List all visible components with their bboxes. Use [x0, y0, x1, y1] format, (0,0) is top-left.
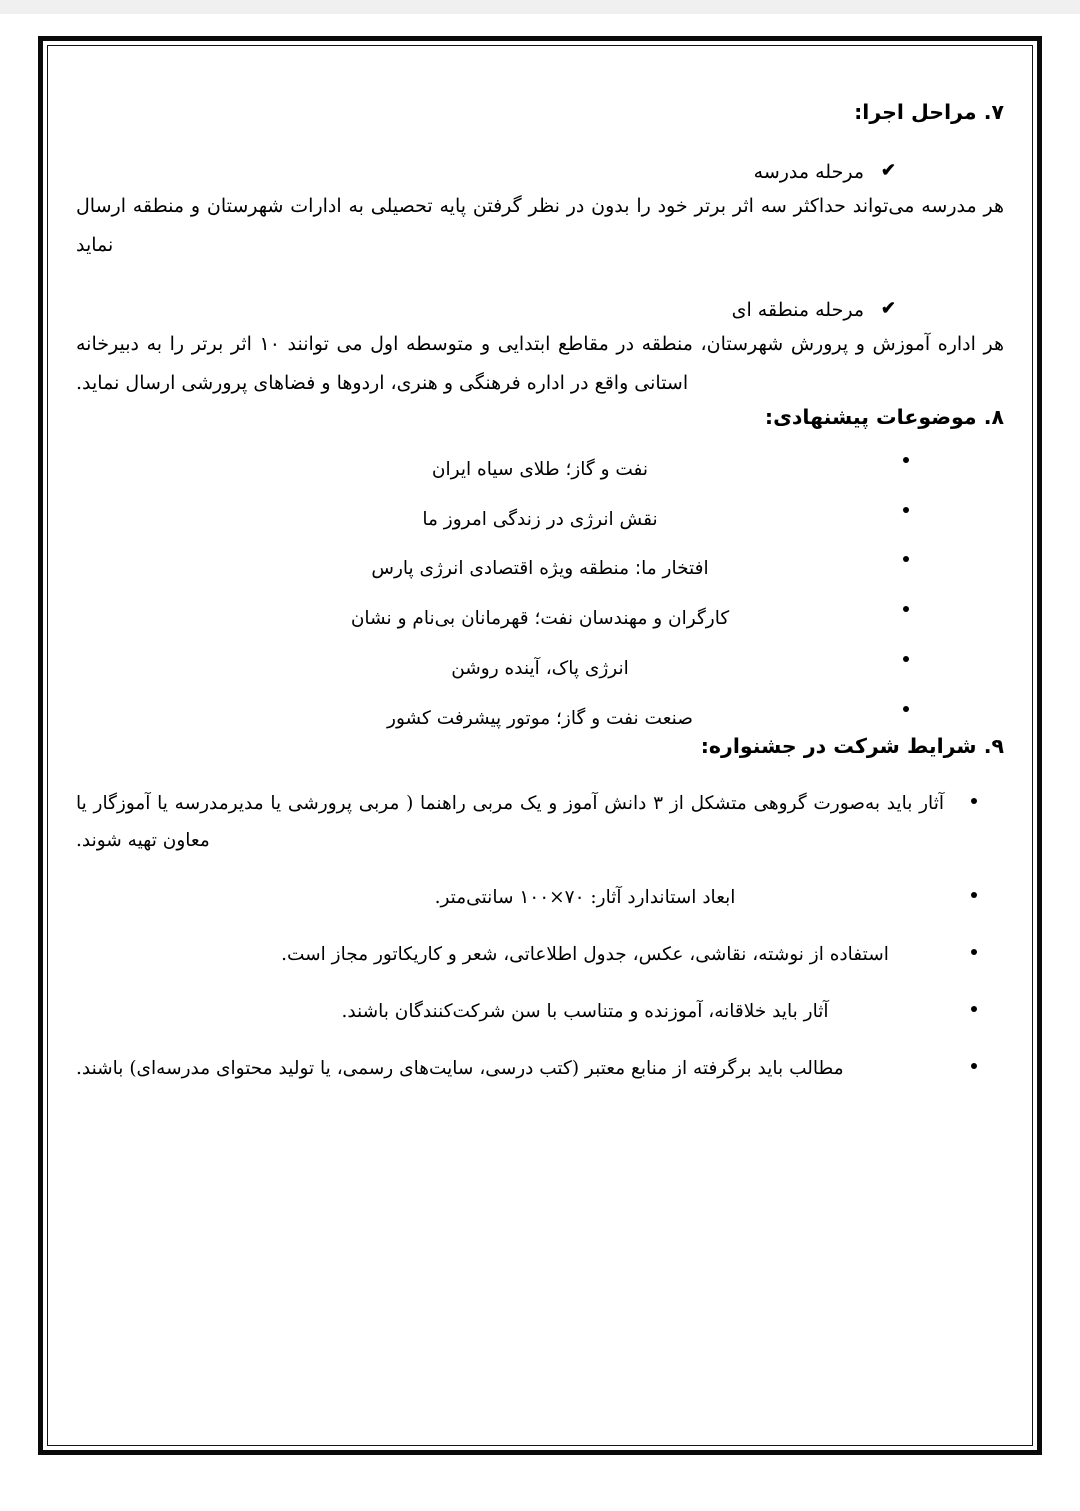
topic-text: افتخار ما: منطقه ویژه اقتصادی انرژی پارس: [371, 558, 709, 580]
list-item: [76, 555, 1004, 583]
list-item: [76, 936, 1004, 973]
page-border-frame-outer: [38, 36, 1042, 1455]
list-item: [76, 456, 1004, 484]
bullet-dot-icon: [971, 949, 977, 955]
document-content: [76, 98, 1004, 1087]
stage-description-regional: هر اداره آموزش و پرورش شهرستان، منطقه در مقاطع ابتدایی و متوسطه اول می توانند ۱۰ اثر برتر را به دبیرخانه استانی واقع در اداره فرهنگی و هنری، اردوها و فضاهای پرورشی ارسال نماید.: [76, 333, 1004, 395]
condition-text: ابعاد استاندارد آثار: ۷۰×۱۰۰ سانتی‌متر.: [434, 887, 736, 909]
page-top-margin-strip: [0, 0, 1080, 14]
list-item: [76, 506, 1004, 534]
bullet-dot-icon: [903, 606, 909, 612]
suggested-topics-list: [76, 456, 1004, 733]
bullet-dot-icon: [903, 556, 909, 562]
list-item: [76, 785, 1004, 859]
list-item: [76, 879, 1004, 916]
topic-text: انرژی پاک، آینده روشن: [451, 657, 629, 679]
participation-conditions-list: [76, 785, 1004, 1087]
topic-text: صنعت نفت و گاز؛ موتور پیشرفت کشور: [387, 707, 693, 729]
list-item: [76, 705, 1004, 733]
bullet-dot-icon: [971, 1006, 977, 1012]
stage-label: مرحله منطقه ای: [731, 298, 864, 321]
bullet-dot-icon: [971, 798, 977, 804]
page-border-frame-inner: [47, 45, 1033, 1446]
list-item: [76, 157, 1004, 187]
list-item: [76, 295, 1004, 325]
bullet-dot-icon: [903, 656, 909, 662]
implementation-stage-list-regional: [76, 295, 1004, 325]
bullet-dot-icon: [903, 507, 909, 513]
bullet-dot-icon: [903, 706, 909, 712]
topic-text: کارگران و مهندسان نفت؛ قهرمانان بی‌نام و نشان: [350, 608, 730, 630]
topic-text: نفت و گاز؛ طلای سیاه ایران: [431, 458, 649, 480]
list-item: [76, 1050, 1004, 1087]
check-icon: ✔: [880, 297, 896, 319]
implementation-stage-list: [76, 157, 1004, 187]
condition-text: آثار باید خلاقانه، آموزنده و متناسب با سن شرکت‌کنندگان باشند.: [341, 1001, 829, 1023]
condition-text: مطالب باید برگرفته از منابع معتبر (کتب درسی، سایت‌های رسمی، یا تولید محتوای مدرسه‌ای) باشند.: [76, 1058, 844, 1080]
stage-label: مرحله مدرسه: [753, 160, 864, 183]
bullet-dot-icon: [903, 457, 909, 463]
bullet-dot-icon: [971, 892, 977, 898]
topic-text: نقش انرژی در زندگی امروز ما: [422, 508, 658, 530]
condition-text: استفاده از نوشته، نقاشی، عکس، جدول اطلاعاتی، شعر و کاریکاتور مجاز است.: [281, 944, 889, 966]
list-item: [76, 655, 1004, 683]
stage-description-school: هر مدرسه می‌تواند حداکثر سه اثر برتر خود را بدون در نظر گرفتن پایه تحصیلی به ادارات شهرستان و منطقه ارسال نماید: [76, 195, 1004, 257]
list-item: [76, 993, 1004, 1030]
section-heading-implementation: ۷. مراحل اجرا:: [854, 100, 1004, 124]
section-heading-topics: ۸. موضوعات پیشنهادی:: [764, 405, 1004, 430]
check-icon: ✔: [880, 159, 896, 181]
bullet-dot-icon: [971, 1063, 977, 1069]
condition-text: آثار باید به‌صورت گروهی متشکل از ۳ دانش آموز و یک مربی راهنما ( مربی پرورشی یا مدیرمدرسه یا آموزگار یا معاون تهیه شوند.: [76, 793, 944, 852]
section-heading-conditions: ۹. شرایط شرکت در جشنواره:: [700, 734, 1004, 759]
list-item: [76, 605, 1004, 633]
